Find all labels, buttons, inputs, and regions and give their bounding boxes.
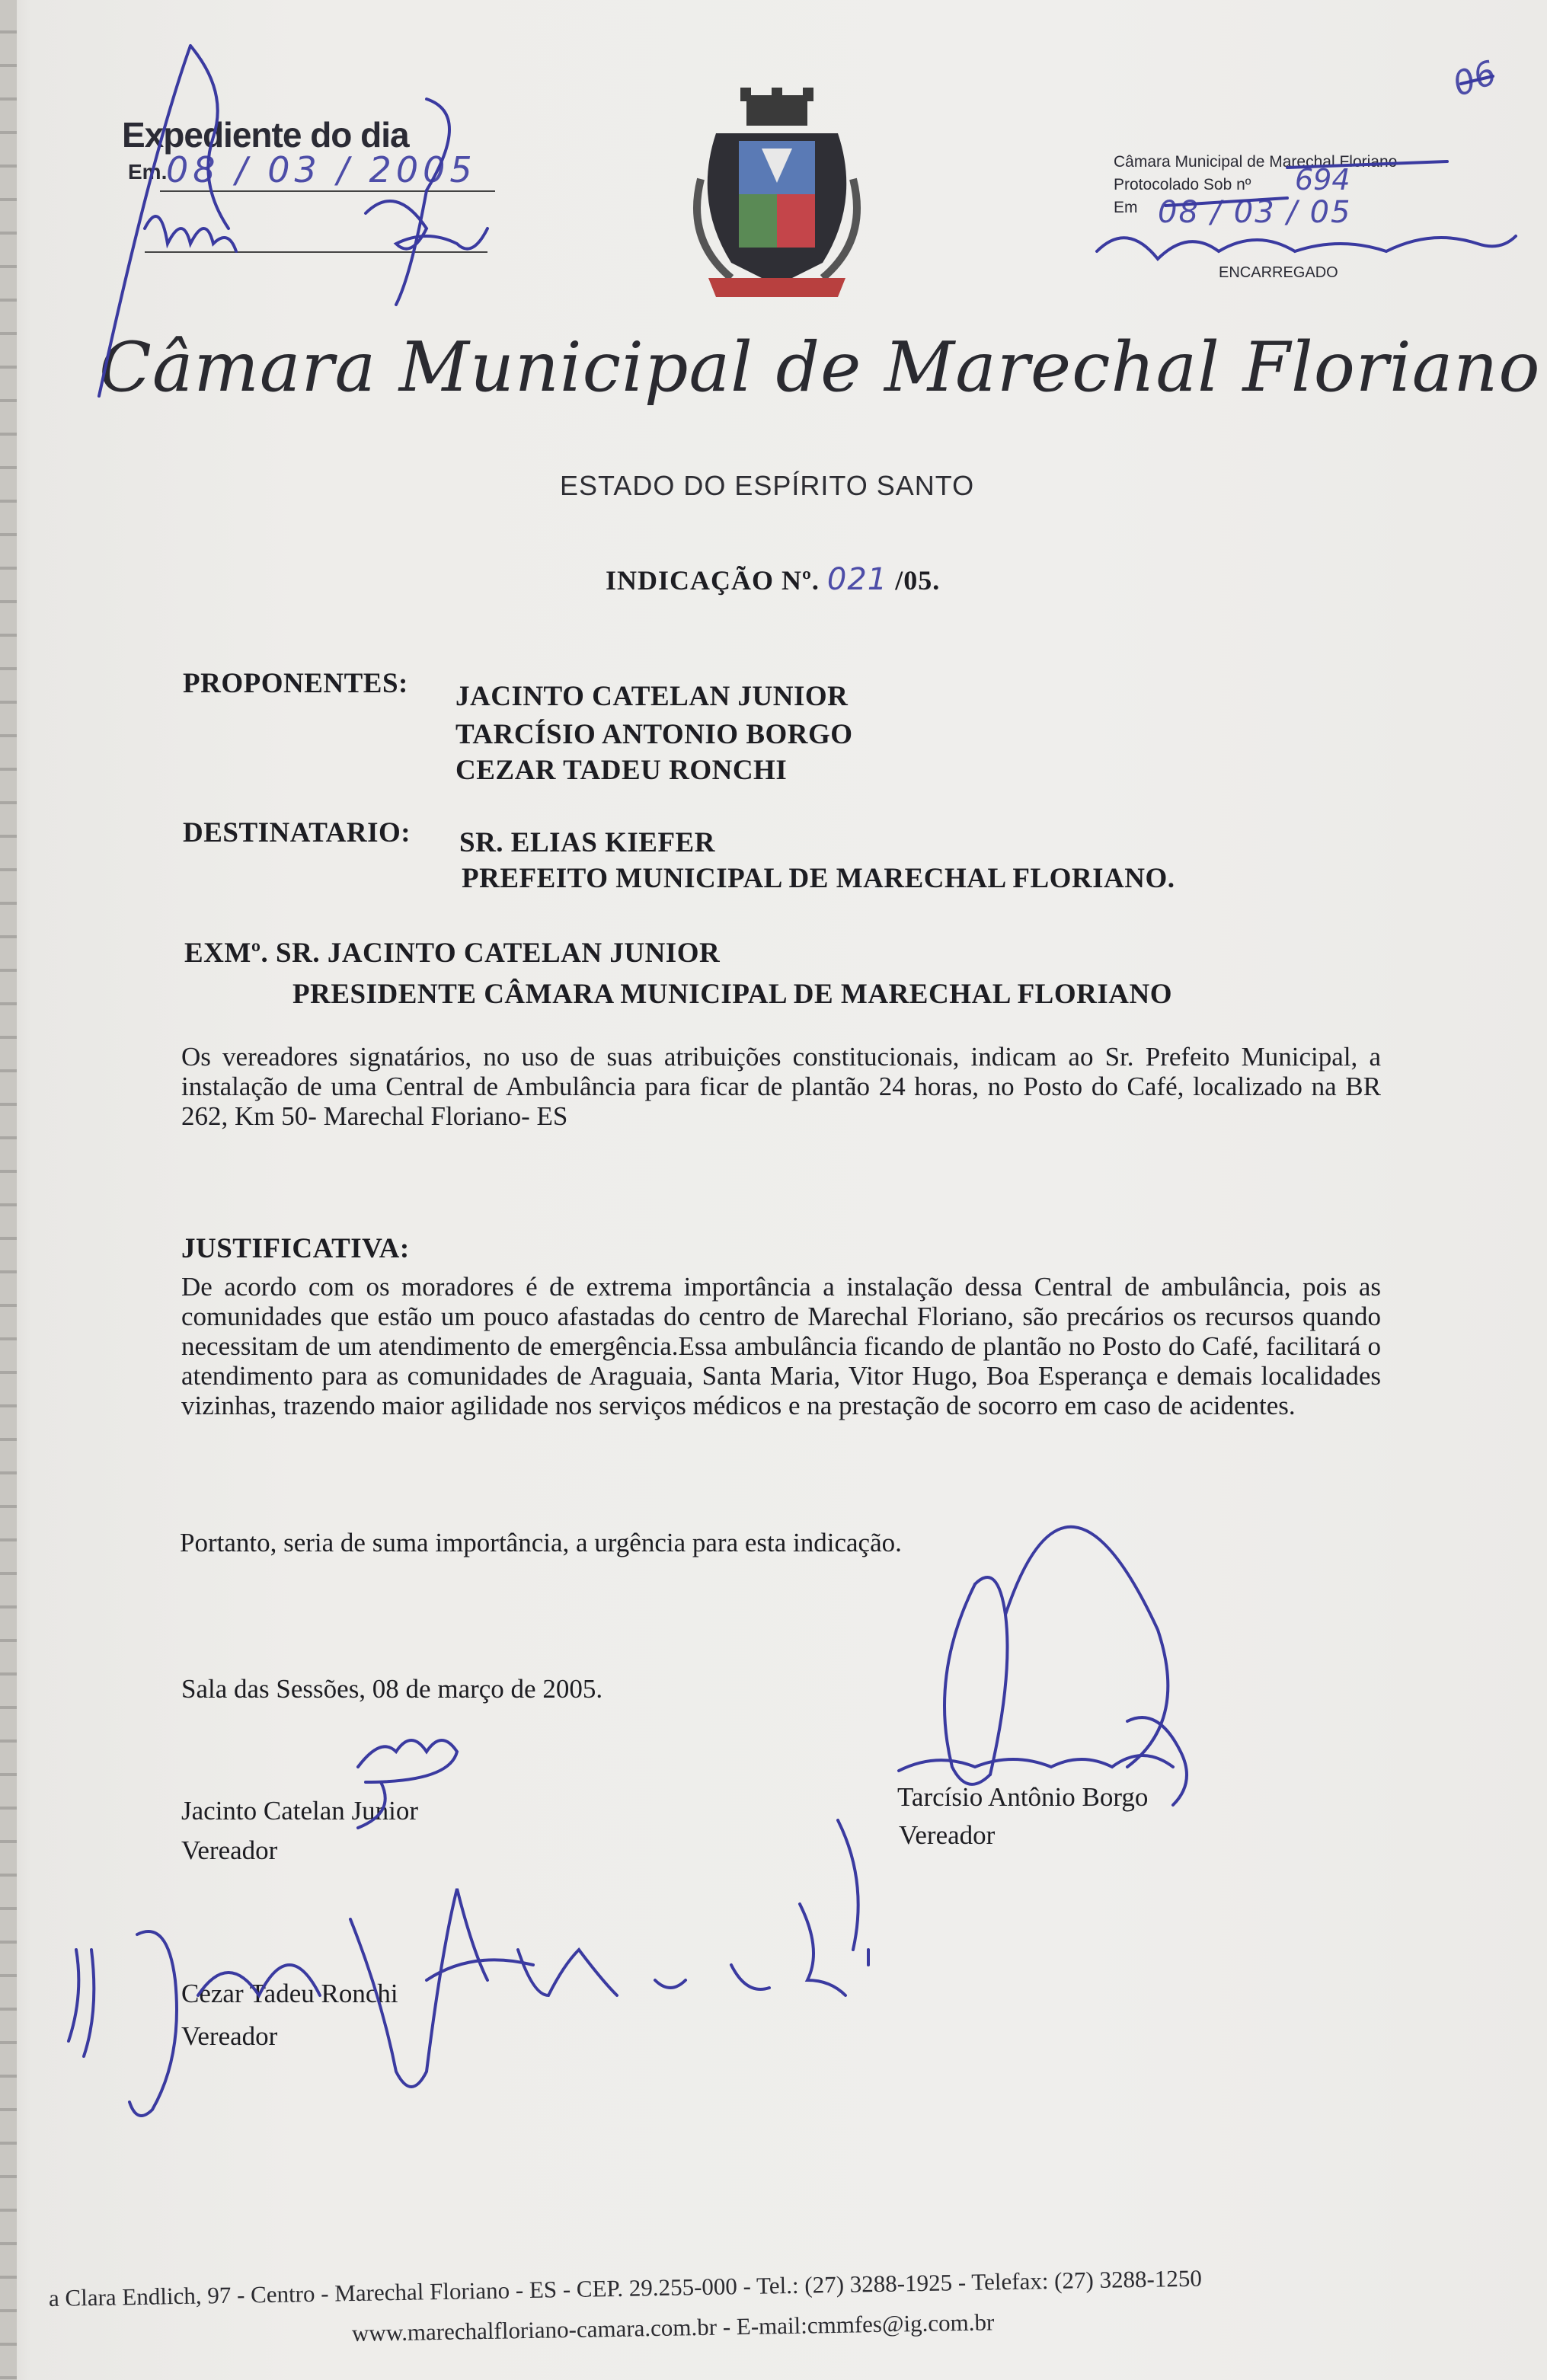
- indicacao-suffix: /05.: [895, 565, 941, 596]
- binding-edge: [0, 0, 17, 2380]
- signatory-3-role: Vereador: [181, 2021, 278, 2051]
- expediente-em-label: Em.: [128, 160, 168, 184]
- justificativa-text: De acordo com os moradores é de extrema importância a instalação dessa Central de ambulância, pois as comunidades que estão um pouco afastadas do centro de Marechal Floriano, são precários os recursos quando necessitam de um atendimento de emergência.Essa ambulância ficando de plantão no Posto do Café, facilitará o atendimento para as comunidades de Araguaia, Santa Maria, Vitor Hugo, Boa Esperança e demais localidades vizinhas, trazendo maior agilidade nos serviços médicos e na prestação de socorro em caso de acidentes.: [181, 1272, 1381, 1420]
- letterhead-state: ESTADO DO ESPÍRITO SANTO: [560, 470, 975, 501]
- indicacao-prefix: INDICAÇÃO Nº.: [606, 565, 820, 596]
- indicacao-heading: [606, 562, 940, 597]
- paragraph-indicacao: Os vereadores signatários, no uso de suas atribuições constitucionais, indicam ao Sr. Prefeito Municipal, a instalação de uma Central de Ambulância para ficar de plantão 24 horas, no Posto do Café, localizado na BR 262, Km 50- Marechal Floriano- ES: [181, 1042, 1381, 1131]
- destinatario-label: DESTINATARIO:: [183, 817, 411, 848]
- signatory-3-name: Cezar Tadeu Ronchi: [181, 1979, 398, 2008]
- signatory-2-name: Tarcísio Antônio Borgo: [897, 1782, 1149, 1812]
- expediente-stamp-label: Expediente do dia: [122, 115, 409, 155]
- signatory-2-role: Vereador: [899, 1820, 996, 1850]
- indicacao-number: 021: [826, 562, 888, 597]
- protocolo-line1: Câmara Municipal de Marechal Floriano: [1114, 153, 1398, 171]
- destinatario-name: SR. ELIAS KIEFER: [459, 827, 715, 858]
- protocolo-date: 08 / 03 / 05: [1158, 195, 1352, 230]
- destinatario-role: PREFEITO MUNICIPAL DE MARECHAL FLORIANO.: [462, 863, 1175, 894]
- signatory-1-name: Jacinto Catelan Junior: [181, 1796, 419, 1826]
- proponentes-label: PROPONENTES:: [183, 668, 408, 699]
- protocolo-encarregado: ENCARREGADO: [1219, 264, 1338, 281]
- justificativa-closing: Portanto, seria de suma importância, a urgência para esta indicação.: [180, 1528, 902, 1557]
- exm-line1: EXMº. SR. JACINTO CATELAN JUNIOR: [184, 938, 721, 969]
- page-number-handwritten: 06: [1447, 53, 1502, 105]
- protocolo-em: Em: [1114, 199, 1138, 216]
- sala-das-sessoes: Sala das Sessões, 08 de março de 2005.: [181, 1674, 603, 1704]
- footer-address: a Clara Endlich, 97 - Centro - Marechal Floriano - ES - CEP. 29.255-000 - Tel.: (27) 3288-1925 - Telefax: (27) 3288-1250: [48, 2264, 1203, 2311]
- expediente-date: 08 / 03 / 2005: [166, 149, 477, 190]
- protocolo-line2: Protocolado Sob nº: [1114, 176, 1251, 193]
- signatory-1-role: Vereador: [181, 1835, 278, 1865]
- protocolo-number: 694: [1295, 163, 1350, 196]
- letterhead-title: Câmara Municipal de Marechal Floriano: [99, 327, 1541, 407]
- justificativa-label: JUSTIFICATIVA:: [181, 1233, 410, 1264]
- expediente-signature-line: [145, 251, 487, 253]
- expediente-date-line: [160, 190, 495, 192]
- proponente-2: TARCÍSIO ANTONIO BORGO: [455, 719, 853, 750]
- exm-line2: PRESIDENTE CÂMARA MUNICIPAL DE MARECHAL FLORIANO: [292, 979, 1172, 1010]
- footer-web: www.marechalfloriano-camara.com.br - E-mail:cmmfes@ig.com.br: [351, 2308, 995, 2346]
- proponente-3: CEZAR TADEU RONCHI: [455, 755, 788, 786]
- proponente-1: JACINTO CATELAN JUNIOR: [455, 681, 849, 712]
- coat-of-arms-icon: [686, 88, 868, 316]
